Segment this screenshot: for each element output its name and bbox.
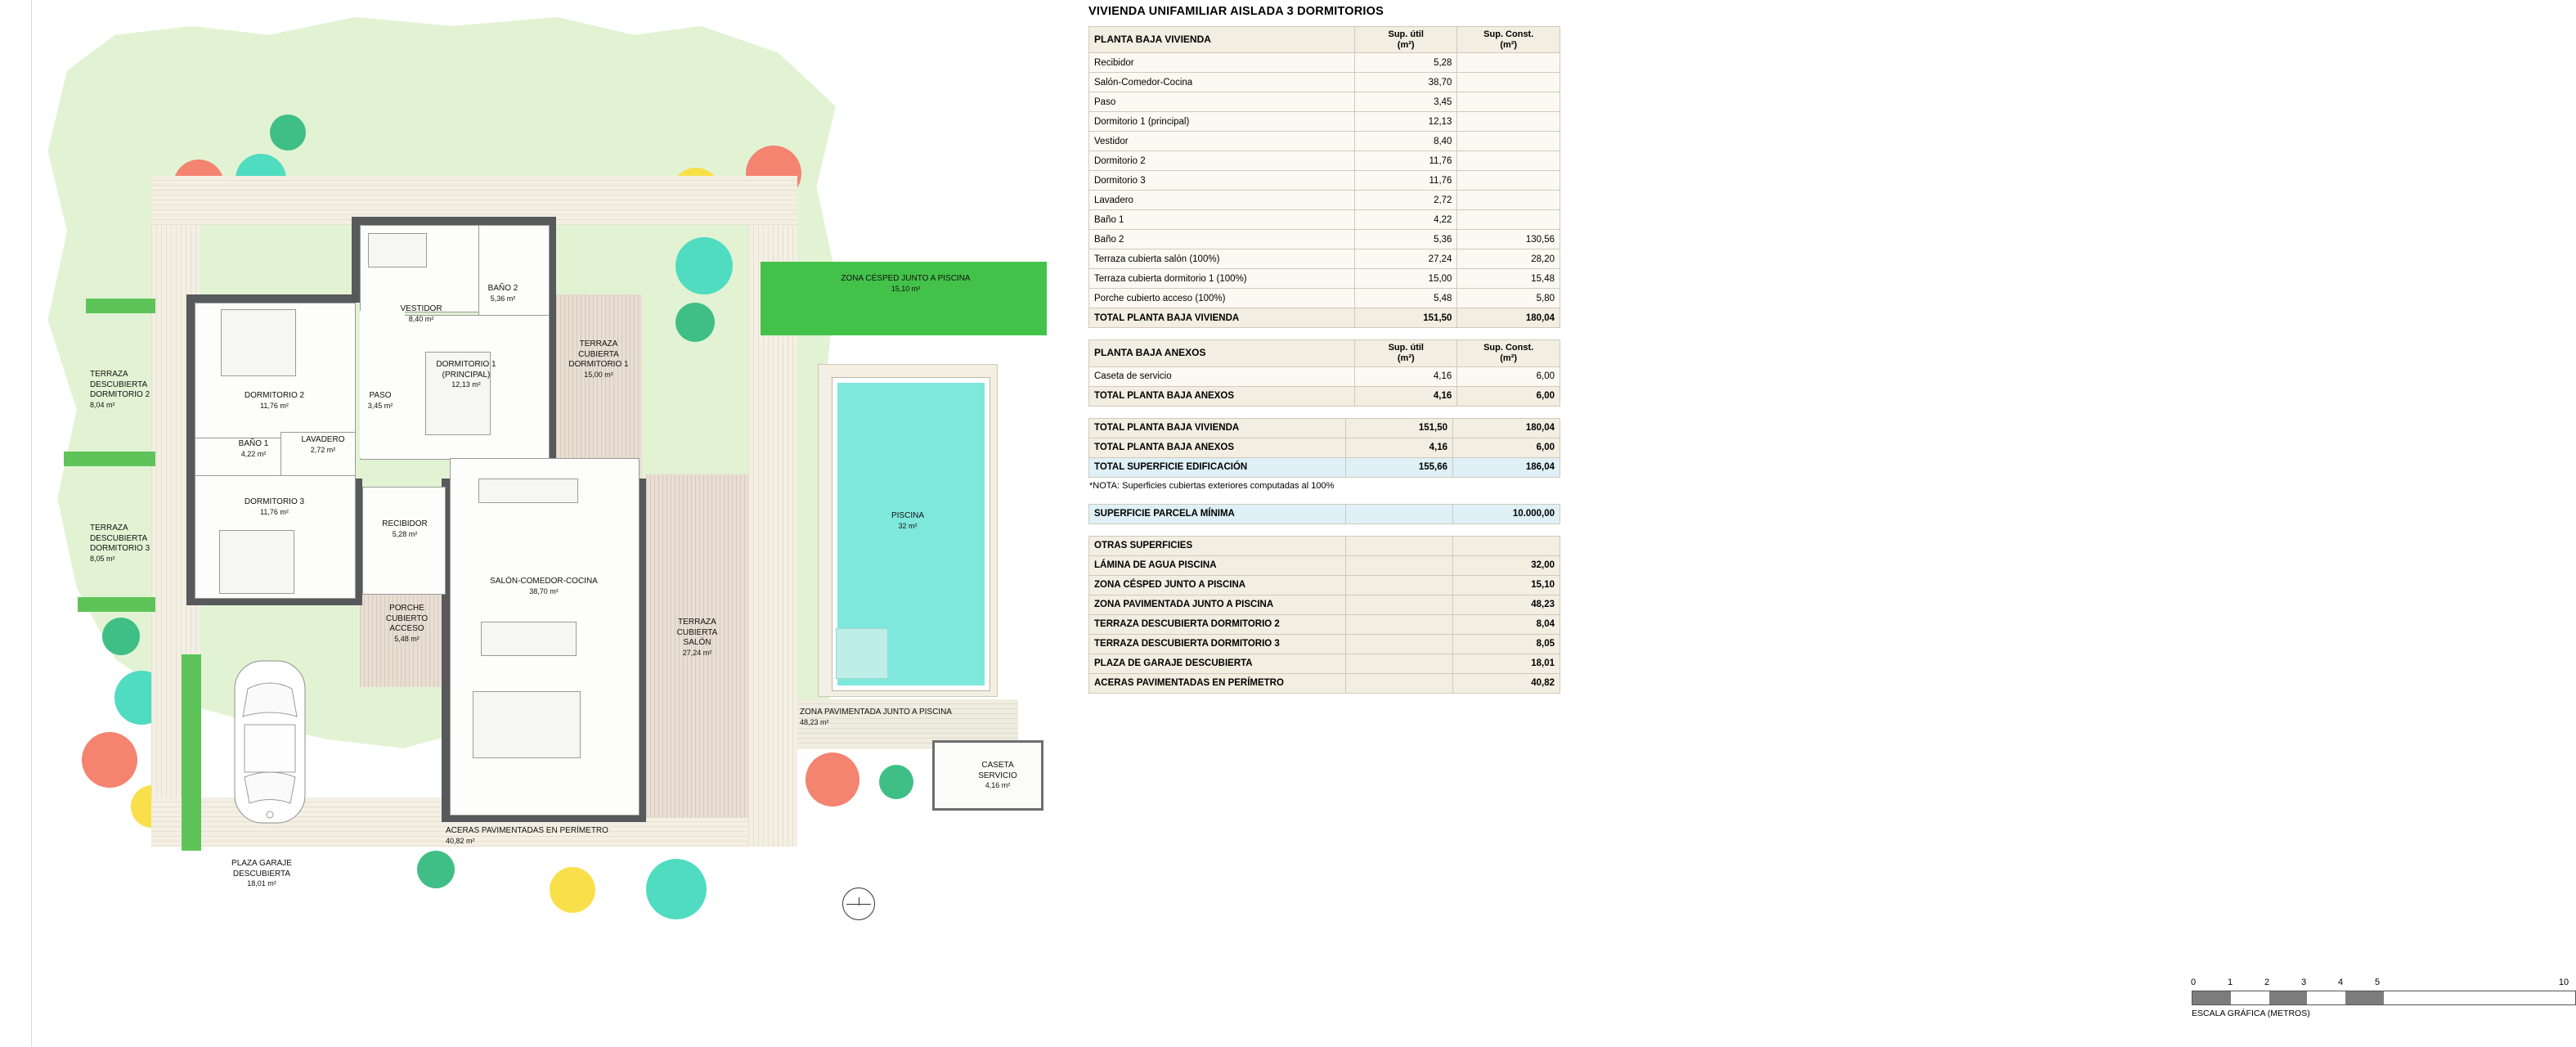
- label-area: 5,28 m²: [392, 529, 418, 538]
- cell-name: Recibidor: [1089, 53, 1355, 73]
- label-text: SALÓN-COMEDOR-COCINA: [490, 577, 598, 586]
- label-text2: DESCUBIERTA: [232, 869, 291, 878]
- cell-value: 15,10: [1453, 575, 1560, 595]
- label-terraza-descubierta-d3: [90, 524, 176, 564]
- cell-name: Baño 1: [1089, 210, 1355, 230]
- table-planta-baja-anexos: [1088, 339, 1560, 406]
- cell-name: ZONA PAVIMENTADA JUNTO A PISCINA: [1089, 595, 1346, 614]
- cell-util: 12,13: [1354, 112, 1457, 132]
- cell-const: 6,00: [1457, 386, 1560, 406]
- header-sup-util: Sup. útil (m²): [1355, 340, 1457, 366]
- table-total-row: [1089, 308, 1560, 328]
- cell-util: 151,50: [1346, 418, 1453, 438]
- scale-bar: [2192, 991, 2576, 1005]
- label-text: TERRAZA: [678, 618, 716, 627]
- table-header-row: [1089, 340, 1560, 366]
- garden-strip: [182, 654, 201, 851]
- label-terraza-descubierta-d2: [90, 370, 176, 411]
- garden-strip: [64, 452, 155, 466]
- label-text: ZONA CÉSPED JUNTO A PISCINA: [841, 274, 971, 283]
- label-area: 12,13 m²: [451, 380, 481, 389]
- scale-tick: 5: [2374, 977, 2381, 987]
- label-area: 11,76 m²: [260, 507, 289, 516]
- label-text3: SALÓN: [683, 638, 711, 647]
- label-text: PASO: [369, 391, 392, 400]
- label-text2: (PRINCIPAL): [442, 370, 491, 380]
- cell-name: Lavadero: [1089, 191, 1355, 210]
- cell-const: [1457, 73, 1560, 92]
- cell-const: 180,04: [1453, 418, 1560, 438]
- scale-tick: 10: [2558, 977, 2569, 987]
- tree-icon: [417, 851, 455, 888]
- label-vestidor: [380, 304, 462, 325]
- cell-value: 32,00: [1453, 555, 1560, 575]
- cell-const: [1457, 112, 1560, 132]
- label-dormitorio2: [203, 391, 346, 411]
- cell-name: Vestidor: [1089, 132, 1355, 151]
- cell-const: 180,04: [1457, 308, 1560, 328]
- tree-icon: [270, 115, 306, 151]
- cell-const: 6,00: [1457, 366, 1560, 386]
- table-header-row: [1089, 536, 1560, 555]
- cell-name: TOTAL PLANTA BAJA VIVIENDA: [1089, 418, 1346, 438]
- scale-segment: [2269, 991, 2308, 1004]
- cell-const: [1457, 171, 1560, 191]
- label-zona-cesped: [797, 274, 1014, 294]
- cell-util: 5,48: [1354, 289, 1457, 308]
- label-area: 8,40 m²: [408, 314, 434, 323]
- tree-icon: [646, 859, 707, 919]
- house-wall: [186, 294, 195, 605]
- cell-const: 186,04: [1453, 457, 1560, 477]
- area-schedule-panel: [1084, 0, 2569, 1047]
- label-caseta-servicio: [961, 761, 1034, 792]
- cell-value: 48,23: [1453, 595, 1560, 614]
- cell-value: 18,01: [1453, 654, 1560, 673]
- furniture-wardrobe: [368, 233, 427, 267]
- scale-tick: 2: [2264, 977, 2270, 987]
- scale-tick: 4: [2337, 977, 2344, 987]
- cell-util: 4,22: [1354, 210, 1457, 230]
- label-text2: CUBIERTA: [676, 627, 718, 637]
- cell-const: [1457, 210, 1560, 230]
- table-row: [1089, 438, 1560, 457]
- header-category: PLANTA BAJA ANEXOS: [1089, 340, 1355, 366]
- cell-util: 8,40: [1354, 132, 1457, 151]
- car-icon: [225, 654, 315, 830]
- cell-name: Salón-Comedor-Cocina: [1089, 73, 1355, 92]
- room-paso: [360, 311, 405, 458]
- label-text: ACERAS PAVIMENTADAS EN PERÍMETRO: [446, 826, 608, 835]
- label-lavadero: [288, 435, 358, 456]
- label-area: 15,10 m²: [891, 284, 921, 293]
- cell-name: TOTAL SUPERFICIE EDIFICACIÓN: [1089, 457, 1346, 477]
- label-text: BAÑO 2: [487, 284, 518, 293]
- table-row: [1089, 418, 1560, 438]
- label-text2: DESCUBIERTA: [90, 380, 148, 389]
- pool-steps: [836, 628, 888, 679]
- scale-segment: [2384, 991, 2575, 1004]
- label-text2: CUBIERTO: [385, 613, 429, 623]
- cell-util: 3,45: [1354, 92, 1457, 112]
- table-row: [1089, 112, 1560, 132]
- cell-name: TERRAZA DESCUBIERTA DORMITORIO 2: [1089, 614, 1346, 634]
- label-text: DORMITORIO 3: [244, 497, 305, 506]
- label-text: DORMITORIO 2: [244, 391, 305, 400]
- cell-name: Dormitorio 3: [1089, 171, 1355, 191]
- table-row: [1089, 614, 1560, 634]
- label-zona-pavimentada: [800, 708, 1021, 728]
- label-terraza-cubierta-dormitorio1: [558, 339, 640, 380]
- label-text: DORMITORIO 1: [436, 360, 496, 369]
- cell-const: 28,20: [1457, 249, 1560, 269]
- table-row: [1089, 504, 1560, 524]
- perimeter-pavement: [622, 176, 797, 225]
- cell-name: TOTAL PLANTA BAJA ANEXOS: [1089, 438, 1346, 457]
- furniture-bed-d2: [221, 309, 296, 376]
- cell-value: 10.000,00: [1453, 504, 1560, 524]
- label-porche: [368, 604, 446, 645]
- cell-name: PLAZA DE GARAJE DESCUBIERTA: [1089, 654, 1346, 673]
- label-area: 11,76 m²: [260, 401, 289, 410]
- cell-name: Terraza cubierta dormitorio 1 (100%): [1089, 269, 1355, 289]
- header-sup-const: Sup. Const. (m²): [1457, 27, 1560, 53]
- graphic-scale: [2192, 977, 2576, 1018]
- tree-icon: [102, 618, 140, 655]
- scale-caption: ESCALA GRÁFICA (METROS): [2192, 1009, 2310, 1018]
- cell-const: 15,48: [1457, 269, 1560, 289]
- house-wall: [186, 294, 358, 303]
- label-dormitorio3: [203, 497, 346, 518]
- cell-util: 38,70: [1354, 73, 1457, 92]
- tree-icon: [550, 867, 595, 913]
- sheet-edge-line: [31, 0, 32, 1047]
- scale-segment: [2192, 991, 2231, 1004]
- sheet-title: VIVIENDA UNIFAMILIAR AISLADA 3 DORMITORIOS: [1088, 5, 1384, 18]
- scale-tick-labels: [2192, 977, 2576, 989]
- cell-const: [1457, 132, 1560, 151]
- cell-util: 11,76: [1354, 151, 1457, 171]
- table-row: [1089, 53, 1560, 73]
- cell-util: 2,72: [1354, 191, 1457, 210]
- table-row: [1089, 366, 1560, 386]
- furniture-bed-d3: [219, 530, 294, 594]
- label-area: 40,82 m²: [446, 836, 475, 845]
- label-text: PLAZA GARAJE: [231, 859, 292, 868]
- label-text: ZONA PAVIMENTADA JUNTO A PISCINA: [800, 708, 952, 717]
- cell-name: OTRAS SUPERFICIES: [1089, 536, 1346, 555]
- label-dormitorio1: [409, 360, 523, 391]
- header-category: PLANTA BAJA VIVIENDA: [1089, 27, 1355, 53]
- table-row: [1089, 289, 1560, 308]
- table-row: [1089, 575, 1560, 595]
- cell-name: ACERAS PAVIMENTADAS EN PERÍMETRO: [1089, 673, 1346, 693]
- label-area: 32 m²: [898, 521, 918, 530]
- pool-lawn-zone: [761, 262, 1047, 335]
- label-text3: DORMITORIO 2: [90, 390, 150, 399]
- covered-terrace-bedroom1: [556, 294, 642, 483]
- label-recibidor: [364, 519, 446, 540]
- cell-const: 130,56: [1457, 230, 1560, 249]
- label-area: 8,05 m²: [90, 554, 115, 563]
- label-salon: [454, 577, 634, 597]
- scale-segment: [2307, 991, 2345, 1004]
- label-paso: [352, 391, 409, 411]
- tree-icon: [675, 237, 733, 294]
- cell-const: [1457, 191, 1560, 210]
- cell-util: 4,16: [1355, 366, 1457, 386]
- cell-name: Dormitorio 1 (principal): [1089, 112, 1355, 132]
- cell-util: 27,24: [1354, 249, 1457, 269]
- scale-segment: [2231, 991, 2269, 1004]
- cell-name: Dormitorio 2: [1089, 151, 1355, 171]
- cell-name: TOTAL PLANTA BAJA ANEXOS: [1089, 386, 1355, 406]
- label-text: PORCHE: [389, 604, 424, 613]
- table-header-row: [1089, 27, 1560, 53]
- label-area: 2,72 m²: [310, 445, 336, 454]
- cell-name: Terraza cubierta salón (100%): [1089, 249, 1355, 269]
- table-row: [1089, 132, 1560, 151]
- label-area: 18,01 m²: [247, 879, 276, 887]
- label-piscina: [863, 511, 953, 532]
- label-terraza-cubierta-salon: [654, 618, 740, 658]
- table-row: [1089, 210, 1560, 230]
- furniture-sofa: [473, 691, 581, 758]
- label-text3: ACCESO: [389, 624, 424, 633]
- site-plan-drawing: [0, 0, 1071, 1047]
- label-text2: SERVICIO: [978, 771, 1017, 780]
- room-recibidor: [362, 487, 446, 595]
- table-row: [1089, 634, 1560, 654]
- table-row: [1089, 73, 1560, 92]
- table-row: [1089, 191, 1560, 210]
- label-text: TERRAZA: [579, 339, 618, 348]
- tree-icon: [806, 753, 859, 807]
- cell-util: 151,50: [1354, 308, 1457, 328]
- tree-icon: [879, 765, 913, 799]
- house-wall: [352, 217, 360, 303]
- cell-name: TERRAZA DESCUBIERTA DORMITORIO 3: [1089, 634, 1346, 654]
- cell-value: 40,82: [1453, 673, 1560, 693]
- cell-util: 5,28: [1354, 53, 1457, 73]
- label-text3: DORMITORIO 3: [90, 544, 150, 553]
- table-planta-baja-vivienda: [1088, 26, 1560, 328]
- label-area: 4,22 m²: [240, 449, 267, 458]
- scale-tick: 0: [2190, 977, 2197, 987]
- header-sup-const: Sup. Const. (m²): [1457, 340, 1560, 366]
- label-text: TERRAZA: [90, 524, 128, 532]
- label-text: LAVADERO: [301, 435, 345, 444]
- cell-const: [1457, 92, 1560, 112]
- scale-tick: 3: [2300, 977, 2307, 987]
- label-area: 38,70 m²: [529, 586, 559, 595]
- scale-tick: 1: [2227, 977, 2233, 987]
- cell-util: 4,16: [1346, 438, 1453, 457]
- label-text3: DORMITORIO 1: [568, 360, 629, 369]
- label-text2: CUBIERTA: [578, 349, 619, 359]
- scale-segment: [2345, 991, 2384, 1004]
- cell-name: Caseta de servicio: [1089, 366, 1355, 386]
- label-text: BAÑO 1: [238, 439, 269, 448]
- cell-util: 4,16: [1355, 386, 1457, 406]
- cell-const: 5,80: [1457, 289, 1560, 308]
- label-area: 3,45 m²: [367, 401, 393, 410]
- table-row: [1089, 171, 1560, 191]
- north-symbol: [842, 887, 875, 920]
- cell-util: 5,36: [1354, 230, 1457, 249]
- label-area: 15,00 m²: [584, 370, 613, 379]
- label-text: VESTIDOR: [400, 304, 442, 313]
- cell-name: ZONA CÉSPED JUNTO A PISCINA: [1089, 575, 1346, 595]
- garden-strip: [78, 597, 155, 612]
- table-row: [1089, 249, 1560, 269]
- table-row: [1089, 230, 1560, 249]
- label-area: 4,16 m²: [985, 781, 1011, 789]
- cell-name: Baño 2: [1089, 230, 1355, 249]
- table-row: [1089, 654, 1560, 673]
- furniture-kitchen-counter: [478, 479, 578, 503]
- tree-icon: [675, 303, 715, 342]
- house-wall: [352, 217, 556, 225]
- label-text: PISCINA: [891, 511, 924, 520]
- table-row: [1089, 595, 1560, 614]
- cell-value: 8,05: [1453, 634, 1560, 654]
- label-area: 48,23 m²: [800, 717, 829, 726]
- cell-util: 11,76: [1354, 171, 1457, 191]
- table-row: [1089, 92, 1560, 112]
- table-row: [1089, 555, 1560, 575]
- label-area: 5,36 m²: [490, 294, 516, 303]
- label-text: TERRAZA: [90, 370, 128, 379]
- tree-icon: [82, 732, 137, 788]
- table-grand-total-row: [1089, 457, 1560, 477]
- table-total-row: [1089, 386, 1560, 406]
- garden-strip: [86, 299, 155, 313]
- table-parcela: [1088, 504, 1560, 524]
- label-text: CASETA: [981, 761, 1014, 770]
- cell-name: LÁMINA DE AGUA PISCINA: [1089, 555, 1346, 575]
- label-bano2: [466, 284, 540, 304]
- label-bano1: [225, 439, 282, 460]
- cell-const: [1457, 151, 1560, 171]
- table-otras-superficies: [1088, 536, 1560, 694]
- label-area: 8,04 m²: [90, 400, 115, 409]
- cell-name: Paso: [1089, 92, 1355, 112]
- label-text: RECIBIDOR: [382, 519, 428, 528]
- label-area: 5,48 m²: [394, 634, 420, 643]
- label-plaza-garaje: [200, 859, 323, 890]
- furniture-dining-table: [481, 622, 577, 656]
- cell-value: 8,04: [1453, 614, 1560, 634]
- cell-name: TOTAL PLANTA BAJA VIVIENDA: [1089, 308, 1355, 328]
- cell-util: 155,66: [1346, 457, 1453, 477]
- footnote: *NOTA: Superficies cubiertas exteriores computadas al 100%: [1089, 480, 1335, 491]
- label-area: 27,24 m²: [682, 648, 712, 657]
- cell-const: [1457, 53, 1560, 73]
- cell-name: SUPERFICIE PARCELA MÍNIMA: [1089, 504, 1346, 524]
- header-sup-util: Sup. útil (m²): [1354, 27, 1457, 53]
- table-row: [1089, 269, 1560, 289]
- cell-name: Porche cubierto acceso (100%): [1089, 289, 1355, 308]
- table-resumen: [1088, 418, 1560, 478]
- label-text2: DESCUBIERTA: [90, 533, 148, 543]
- table-row: [1089, 673, 1560, 693]
- table-row: [1089, 151, 1560, 171]
- cell-const: 6,00: [1453, 438, 1560, 457]
- label-aceras: [446, 826, 658, 847]
- cell-util: 15,00: [1354, 269, 1457, 289]
